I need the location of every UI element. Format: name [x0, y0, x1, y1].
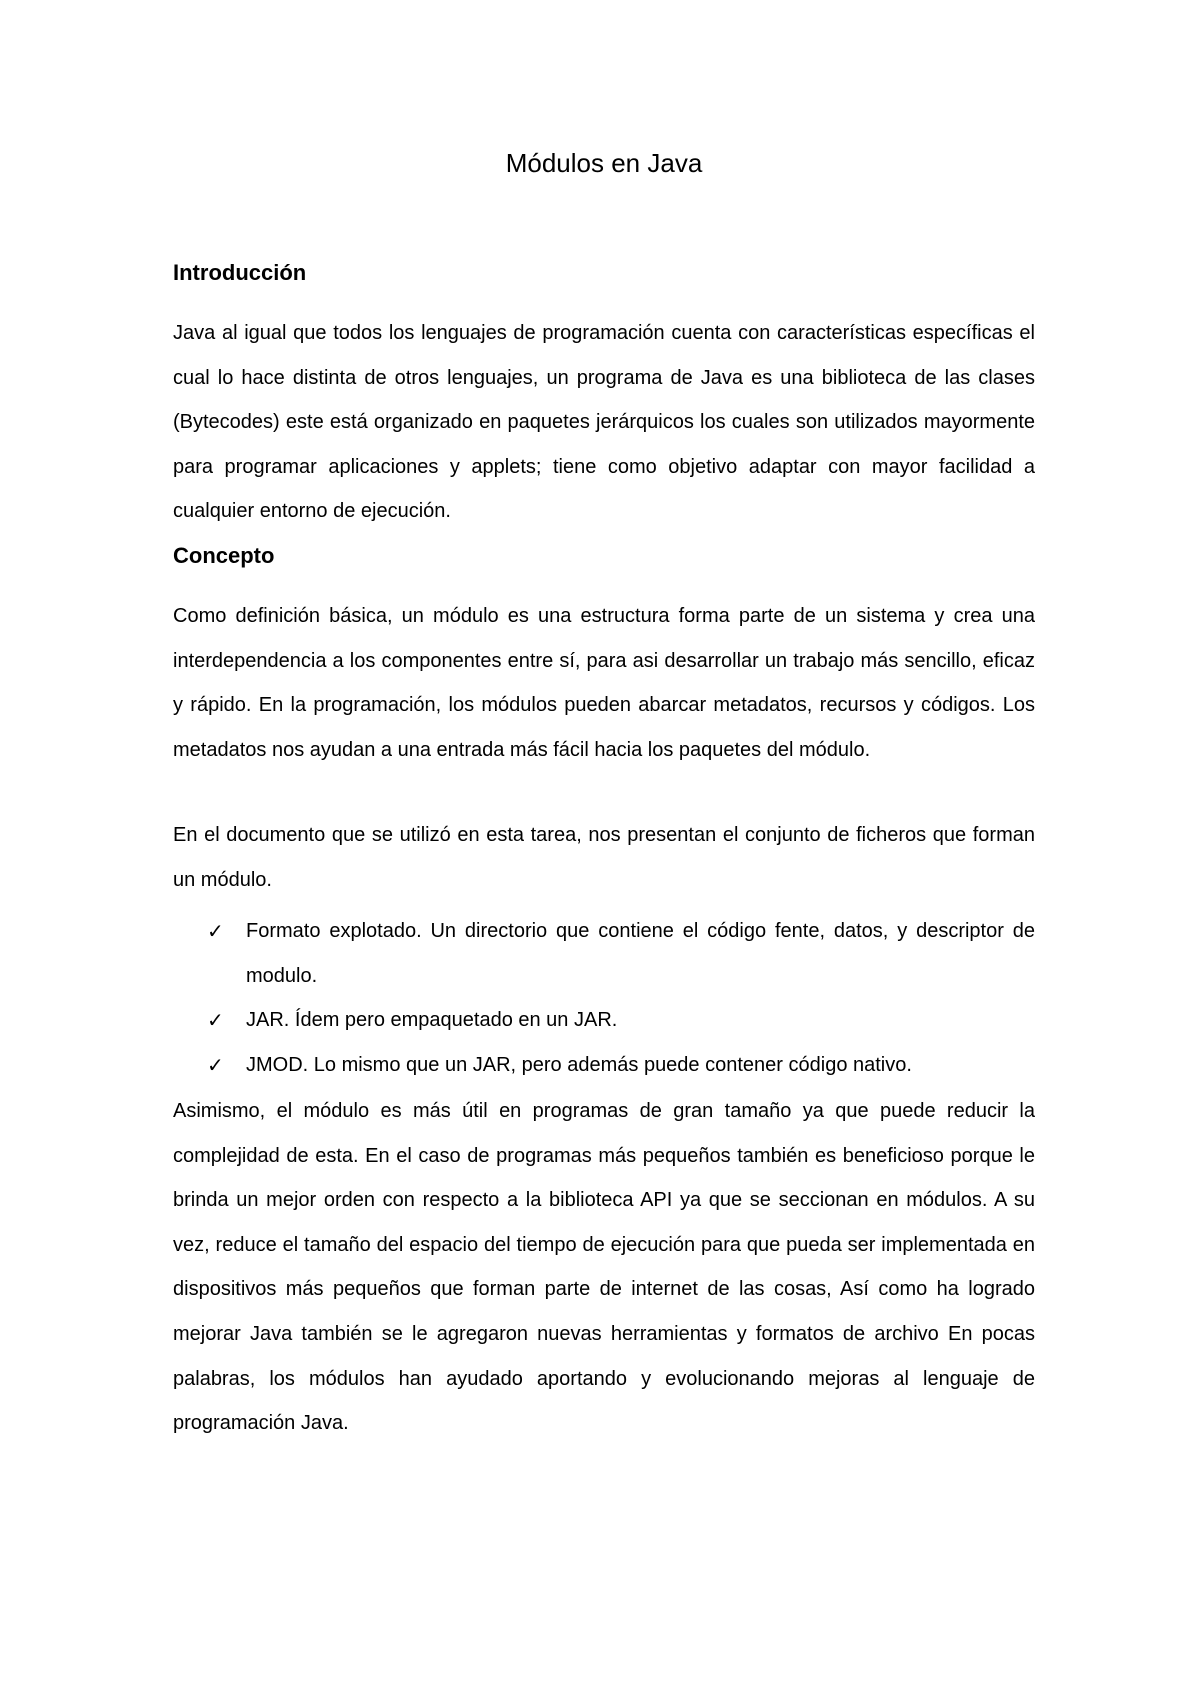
list-item — [173, 998, 1035, 1043]
section-heading-introduccion: Introducción — [173, 260, 307, 285]
paragraph-introduccion: Java al igual que todos los lenguajes de programación cuenta con características específicas el cual lo hace distinta de otros lenguajes, un programa de Java es una biblioteca de las clases (Bytecodes) este está organizado en paquetes jerárquicos los cuales son utilizados mayormente para programar aplicaciones y applets; tiene como objetivo adaptar con mayor facilidad a cualquier entorno de ejecución. — [173, 322, 1035, 523]
list-item-text: JMOD. Lo mismo que un JAR, pero además puede contener código nativo. — [246, 1053, 912, 1076]
paragraph-concepto-conclusion: Asimismo, el módulo es más útil en programas de gran tamaño ya que puede reducir la complejidad de esta. En el caso de programas más pequeños también es beneficioso porque le brinda un mejor orden con respecto a la biblioteca API ya que se seccionan en módulos. A su vez, reduce el tamaño del espacio del tiempo de ejecución para que pueda ser implementada en dispositivos más pequeños que forman parte de internet de las cosas, Así como ha logrado mejorar Java también se le agregaron nuevas herramientas y formatos de archivo En pocas palabras, los módulos han ayudado aportando y evolucionando mejoras al lenguaje de programación Java. — [173, 1100, 1035, 1435]
list-item-text: JAR. Ídem pero empaquetado en un JAR. — [246, 1009, 618, 1032]
paragraph-concepto-documento: En el documento que se utilizó en esta tarea, nos presentan el conjunto de ficheros que forman un módulo. — [173, 824, 1035, 891]
file-format-list — [173, 909, 1035, 1087]
list-item-text: Formato explotado. Un directorio que contiene el código fente, datos, y descriptor de modulo. — [246, 920, 1035, 987]
document-title: Módulos en Java — [505, 148, 703, 178]
paragraph-concepto-definicion: Como definición básica, un módulo es una estructura forma parte de un sistema y crea una interdependencia a los componentes entre sí, para asi desarrollar un trabajo más sencillo, eficaz y rápido. En la programación, los módulos pueden abarcar metadatos, recursos y códigos. Los metadatos nos ayudan a una entrada más fácil hacia los paquetes del módulo. — [173, 605, 1035, 761]
list-item — [173, 1043, 1035, 1088]
checkmark-icon: ✓ — [207, 919, 224, 943]
list-item — [173, 909, 1035, 998]
section-heading-concepto: Concepto — [173, 543, 275, 568]
checkmark-icon: ✓ — [207, 1008, 224, 1033]
checkmark-icon: ✓ — [207, 1052, 224, 1077]
